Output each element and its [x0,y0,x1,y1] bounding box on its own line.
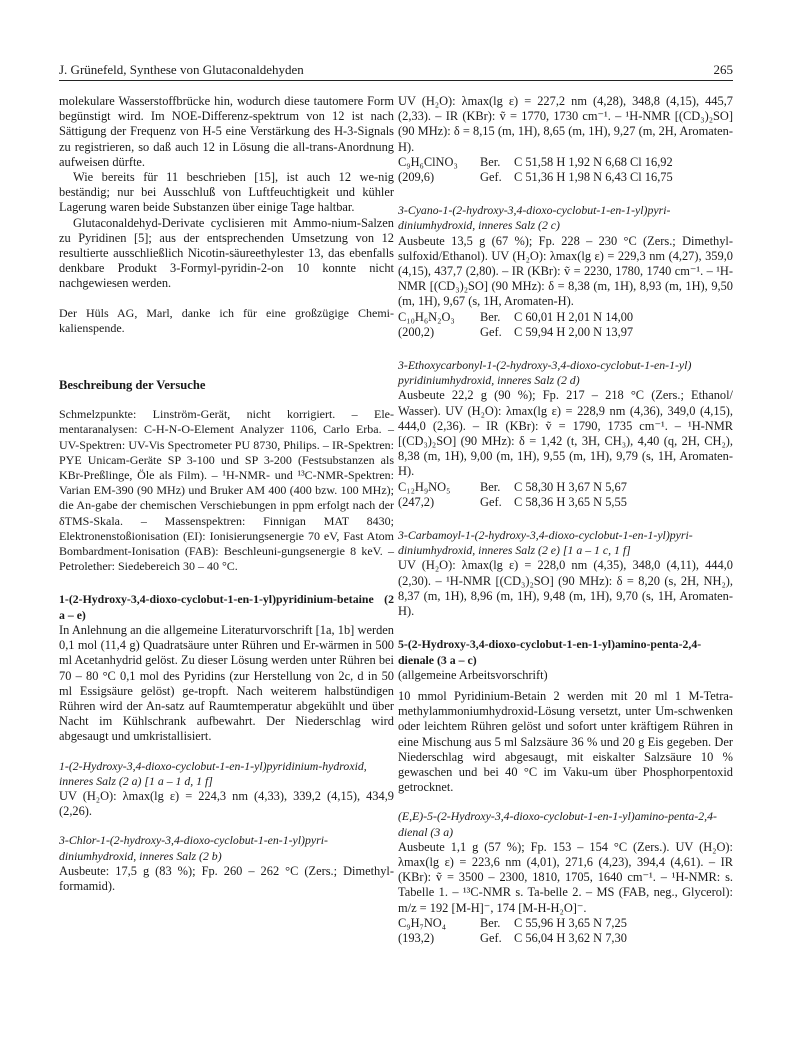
compound-text-3a: Ausbeute 1,1 g (57 %); Fp. 153 – 154 °C (Zers.). UV (H₂O): λmax(lg ε) = 223,6 nm (4,01), 271,6 (4,23), 394,4 (4,61). – IR (KBr): ṽ = 3500 – 2300, 1810, 1705, 1640 cm⁻¹. – ¹H-NMR: s. Tabelle 1. – ¹³C-NMR s. Ta-belle 2. – MS (FAB, neg., Glycerol): m/z = 192 [M-H]⁻, 174 [M-H-H₂O]⁻. [398,839,733,915]
compound-text-2e: UV (H₂O): λmax(lg ε) = 228,0 nm (4,35), 348,0 (4,11), 444,0 (2,30). – ¹H-NMR [(CD₃)₂SO] (90 MHz): δ = 8,20 (s, 2H, NH₂), 8,37 (m, 1H), 8,96 (m, 1H), 9,48 (m, 1H), 9,70 (s, 1H, Aromaten-H). [398,558,733,619]
analysis-row [398,931,733,946]
subsection-text-3a-c: 10 mmol Pyridinium-Betain 2 werden mit 20 ml 1 M-Tetra-methylammoniumhydroxid-Lösung versetzt, unter Um-schwenken oder leichtem Rühren gelöst und sofort unter kräftigem Rühren in eine Mischung aus 5 ml Salzsäure 36 % und 20 g Eis gegeben. Der Niederschlag wird abgesaugt, mit eiskalter Salzsäure 10 % gewaschen und bei 40 °C im Vaku-um über Phosphorpentoxid getrocknet. [398,688,733,795]
running-title: J. Grünefeld, Synthese von Glutaconaldehyden [59,62,304,77]
methods-paragraph: Schmelzpunkte: Linström-Gerät, nicht korrigiert. – Ele-mentaranalysen: C-H-N-O-Element Analyzer 1106, Carlo Erba. – UV-Spektren: UV-Vis Spectrometer PU 8730, Philips. – IR-Spektren: PYE Unicam-Geräte SP 3-100 und SP 3-200 (Festsubstanzen als KBr-Preßlinge, Öle als Film). – ¹H-NMR- und ¹³C-NMR-Spektren: Varian EM-390 (90 MHz) und Bruker AM 400 (400 bzw. 100 MHz); die An-gabe der chemischen Verschiebungen in ppm erfolgt nach der δTMS-Skala. – Massenspektren: Finnigan MAT 8430; Elektronenstoßionisation (EI): Ionisierungsenergie 70 eV, Fast Atom Bombardment-Ionisation (FAB): Beschleuni-gungsenergie 8 keV. – Petrolether: Siedebereich 30 – 40 °C. [59,407,394,574]
analysis-values: C 51,58 H 1,92 N 6,68 Cl 16,92 [514,154,673,169]
compound-text-2c: Ausbeute 13,5 g (67 %); Fp. 228 – 230 °C (Zers.; Dimethyl-sulfoxid/Ethanol). UV (H₂O): λmax(lg ε) = 229,3 nm (4,27), 359,0 (4,15), 437,7 (2,80). – IR (KBr): ṽ = 2230, 1780, 1740 cm⁻¹. – ¹H-NMR [(CD₃)₂SO] (90 MHz): δ = 8,38 (m, 1H), 8,93 (m, 1H), 9,50 (m, 1H), 9,67 (s, 1H, Aromaten-H). [398,233,733,309]
analysis-kind: Gef. [480,494,502,509]
analysis-kind: Ber. [480,479,501,494]
analysis-values: C 58,36 H 3,65 N 5,55 [514,494,627,509]
compound-title-2c: 3-Cyano-1-(2-hydroxy-3,4-dioxo-cyclobut-1-en-1-yl)pyri-diniumhydroxid, inneres Salz (2 c) [398,203,671,233]
analysis-formula: C₁₂H₉NO₅ [398,479,451,494]
analysis-values: C 60,01 H 2,01 N 14,00 [514,309,634,324]
compound-title-2d: 3-Ethoxycarbonyl-1-(2-hydroxy-3,4-dioxo-cyclobut-1-en-1-yl) pyridiniumhydroxid, inneres Salz (2 d) [398,358,692,388]
analysis-values: C 56,04 H 3,62 N 7,30 [514,930,627,945]
compound-title-2e: 3-Carbamoyl-1-(2-hydroxy-3,4-dioxo-cyclobut-1-en-1-yl)pyri-diniumhydroxid, inneres Salz (2 e) [1 a – 1 c, 1 f] [398,528,693,558]
analysis-formula: (200,2) [398,324,435,339]
left-column [59,94,394,894]
analysis-formula: C₉H₇NO₄ [398,915,447,930]
analysis-row [398,480,733,495]
analysis-kind: Ber. [480,309,501,324]
page-number: 265 [713,62,733,77]
analysis-kind: Gef. [480,324,502,339]
compound-text-2b-continued: UV (H₂O): λmax(lg ε) = 227,2 nm (4,28), 348,8 (4,15), 445,7 (2,33). – IR (KBr): ṽ = 1770, 1730 cm⁻¹. – ¹H-NMR [(CD₃)₂SO] (90 MHz): δ = 8,15 (m, 1H), 8,65 (m, 1H), 9,27 (m, 2H, Aromaten-H). [398,94,733,154]
intro-paragraph-3: Glutaconaldehyd-Derivate cyclisieren mit Ammo-nium-Salzen zu Pyridinen [5]; aus der entsprechenden Umsetzung von 12 resultierte ausschließlich Nicotin-säureethylester 13, das ebenfalls denkbare Produkt 3-Formyl-pyridin-2-on 10 konnte nicht nachgewiesen werden. [59,215,394,291]
compound-title-2b: 3-Chlor-1-(2-hydroxy-3,4-dioxo-cyclobut-1-en-1-yl)pyri-diniumhydroxid, inneres Salz (2 b) [59,833,328,863]
analysis-row [398,310,733,325]
analysis-values: C 51,36 H 1,98 N 6,43 Cl 16,75 [514,170,673,185]
analysis-formula: (247,2) [398,494,435,509]
right-column [398,94,733,946]
subsection-subtitle-3a-c: (allgemeine Arbeitsvorschrift) [398,667,548,682]
section-heading: Beschreibung der Versuche [59,378,206,393]
analysis-values: C 59,94 H 2,00 N 13,97 [514,324,634,339]
acknowledgement: Der Hüls AG, Marl, danke ich für eine großzügige Chemi-kalienspende. [59,305,394,335]
analysis-kind: Ber. [480,154,501,169]
analysis-formula: (209,6) [398,170,435,185]
analysis-row [398,495,733,510]
compound-title-2a: 1-(2-Hydroxy-3,4-dioxo-cyclobut-1-en-1-yl)pyridinium-hydroxid, inneres Salz (2 a) [1 a – 1 d, 1 f] [59,758,367,788]
analysis-row [398,916,733,931]
analysis-row [398,170,733,185]
compound-text-2b: Ausbeute: 17,5 g (83 %); Fp. 260 – 262 °C (Zers.; Dimethyl-formamid). [59,863,394,893]
analysis-kind: Gef. [480,930,502,945]
analysis-row [398,155,733,170]
analysis-row [398,325,733,340]
intro-paragraph-2: Wie bereits für 11 beschrieben [15], ist auch 12 we-nig beständig; nur bei Ausschluß von Luftfeuchtigkeit und kühler Lagerung waren beide Substanzen über einige Tage haltbar. [59,170,394,215]
subsection-text-2a-e: In Anlehnung an die allgemeine Literaturvorschrift [1a, 1b] werden 0,1 mol (11,4 g) Quadratsäure unter Rühren und Er-wärmen in 500 ml Acetanhydrid gelöst. Zu dieser Lösung werden unter Rühren bei 70 – 80 °C 0,1 mol des Pyridins (zur Herstellung von 2c, d in 50 ml Essigsäure gelöst) ge-tropft. Nach weiterem halbstündigen Rühren wird der An-satz auf Raumtemperatur abgekühlt und über Nacht im Kühlschrank aufbewahrt. Der Niederschlag wird abgesaugt und umkristallisiert. [59,622,394,744]
compound-title-3a: (E,E)-5-(2-Hydroxy-3,4-dioxo-cyclobut-1-en-1-yl)amino-penta-2,4-dienal (3 a) [398,809,717,839]
analysis-formula: (193,2) [398,930,435,945]
analysis-formula: C₁₀H₆N₂O₃ [398,309,455,324]
analysis-formula: C₉H₆ClNO₃ [398,154,458,169]
analysis-kind: Gef. [480,170,502,185]
compound-text-2a: UV (H₂O): λmax(lg ε) = 224,3 nm (4,33), 339,2 (4,15), 434,9 (2,26). [59,788,394,819]
analysis-values: C 55,96 H 3,65 N 7,25 [514,915,627,930]
subsection-title-3a-c: 5-(2-Hydroxy-3,4-dioxo-cyclobut-1-en-1-yl)amino-penta-2,4-dienale (3 a – c) [398,637,702,667]
intro-paragraph-1: molekulare Wasserstoffbrücke hin, wodurch diese tautomere Form begünstigt wird. Im NOE-Differenz-spektrum von 12 ist nach Sättigung der Frequenz von H-5 eine Verstärkung des H-3-Signals zu registrieren, so daß auch 12 in Lösung die all-trans-Anordnung aufweisen dürfte. [59,94,394,169]
analysis-values: C 58,30 H 3,67 N 5,67 [514,479,627,494]
analysis-kind: Ber. [480,915,501,930]
subsection-title-2a-e: 1-(2-Hydroxy-3,4-dioxo-cyclobut-1-en-1-yl)pyridinium-betaine (2 a – e) [59,592,394,622]
compound-text-2d: Ausbeute 22,2 g (90 %); Fp. 217 – 218 °C (Zers.; Ethanol/ Wasser). UV (H₂O): λmax(lg ε) = 228,9 nm (4,36), 349,0 (4,15), 444,0 (2,36). – IR (KBr): ṽ = 1790, 1735 cm⁻¹. – ¹H-NMR [(CD₃)₂SO] (90 MHz): δ = 1,42 (t, 3H, CH₃), 4,40 (q, 2H, CH₂), 8,38 (m, 1H), 9,00 (m, 1H), 9,55 (m, 1H), 9,79 (s, 1H, Aromaten-H). [398,388,733,479]
running-header [59,62,733,81]
